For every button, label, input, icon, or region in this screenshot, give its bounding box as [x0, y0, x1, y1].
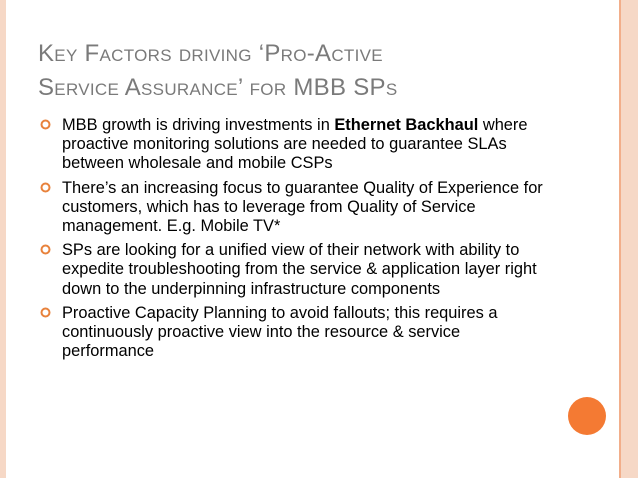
bullet-item	[38, 179, 548, 237]
bullet-item	[38, 304, 548, 362]
orange-circle-decoration	[568, 397, 606, 435]
title-line-1: Key Factors driving ‘Pro-Active	[38, 40, 383, 67]
bullet-list	[38, 116, 548, 366]
slide-title	[38, 37, 598, 105]
bullet-text: SPs are looking for a unified view of their network with ability to expedite troubleshooting from the service & application layer right down to the underpinning infrastructure components	[62, 241, 537, 298]
bullet-text: Proactive Capacity Planning to avoid fallouts; this requires a continuously proactive view into the resource & service performance	[62, 303, 498, 361]
hollow-circle-bullet-icon	[40, 244, 51, 255]
hollow-circle-bullet-icon	[40, 307, 51, 318]
hollow-circle-bullet-icon	[40, 182, 51, 193]
bullet-item	[38, 241, 548, 299]
title-line-2: Service Assurance’ for MBB SPs	[38, 74, 398, 101]
hollow-circle-bullet-icon	[40, 119, 51, 130]
bullet-item	[38, 116, 548, 174]
bullet-text: MBB growth is driving investments in Ethernet Backhaul where proactive monitoring solutions are needed to guarantee SLAs between wholesale and mobile CSPs	[62, 116, 528, 173]
bullet-bold-text: Ethernet Backhaul	[334, 116, 479, 134]
right-border	[621, 0, 638, 478]
bullet-text: There’s an increasing focus to guarantee Quality of Experience for customers, which has to leverage from Quality of Service management. E.g. Mobile TV*	[62, 178, 543, 236]
left-border	[0, 0, 6, 478]
